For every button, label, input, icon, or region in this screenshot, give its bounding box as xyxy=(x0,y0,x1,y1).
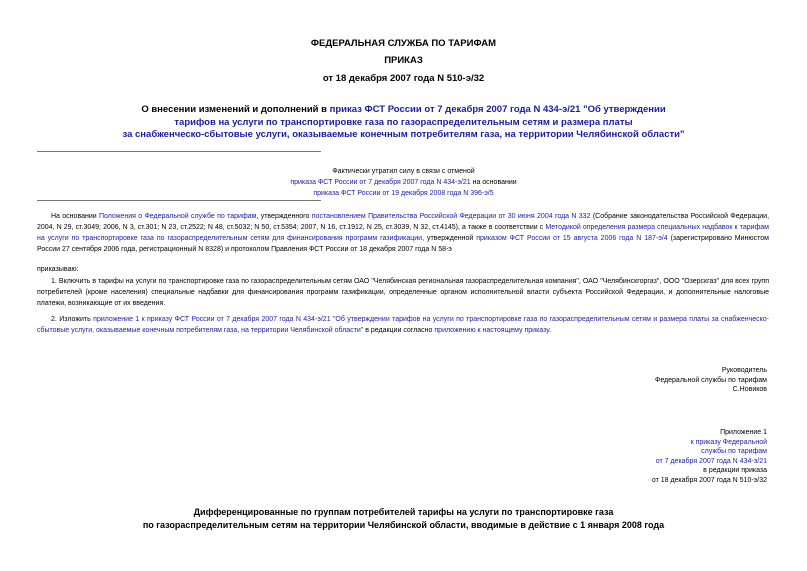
divider-top xyxy=(37,151,321,152)
tariff-table-title xyxy=(0,506,807,531)
divider-bottom xyxy=(37,200,321,201)
item-2-text: 2. Изложить xyxy=(51,316,94,323)
repealing-order-link[interactable]: приказа ФСТ России от 19 декабря 2008 года N 396-э/5 xyxy=(313,190,494,197)
tariff-title-line: по газораспределительным сетям на территории Челябинской области, вводимые в действие с 1 января 2008 года xyxy=(142,519,665,530)
appendix-link[interactable]: приложению к настоящему приказу xyxy=(434,327,550,334)
appendix-1-link[interactable]: приложение 1 к приказу ФСТ России от 7 декабря 2007 года N 434-э/21 "Об утверждении тарифов на услуги по транспортировке газа по газораспределительным сетям и размера платы за снабженческо-сбытовые услуги, оказываемые конечным потребителям газа, на территории Челябинской области" xyxy=(37,316,769,334)
fst-order-link[interactable]: приказом ФСТ России от 15 августа 2006 года N 187-э/4 xyxy=(476,235,668,242)
document-date: от 18 декабря 2007 года N 510-э/32 xyxy=(322,73,485,84)
basis-text: (Собрание законодательства Российской Федерации, 2004, N 29, ст.3049; 2006, N 3, ст.301; N 23, ст.2522; N 48, ст.5032; N 50, ст.5354; 2007, N 16, ст.1912, N 25, ст.3039, N 32, ст.4145), а также в соответствии с xyxy=(37,213,770,231)
title-link-line3[interactable]: за снабженческо-сбытовые услуги, оказываемые конечным потребителям газа, на территории Челябинской области" xyxy=(122,129,685,140)
signature-block xyxy=(655,366,767,395)
appendix-revision-date: от 18 декабря 2007 года N 510-э/32 xyxy=(651,476,767,484)
status-note-line: Фактически утратил силу в связи с отменой xyxy=(332,168,475,175)
title-prefix: О внесении изменений и дополнений в xyxy=(141,104,330,115)
government-decree-link[interactable]: постановлением Правительства Российской Федерации от 30 июня 2004 года N 332 xyxy=(311,213,591,220)
basis-text: (зарегистрировано Минюстом России 27 сентября 2006 года, регистрационный N 8328) и протоколом Правления ФСТ России от 18 декабря 2007 года N 58-э xyxy=(37,235,769,253)
status-note xyxy=(0,166,807,199)
basis-paragraph xyxy=(37,211,769,255)
appendix-label: Приложение 1 xyxy=(720,429,767,436)
repealed-order-link[interactable]: приказа ФСТ России от 7 декабря 2007 года N 434-э/21 xyxy=(290,179,471,186)
document-type: ПРИКАЗ xyxy=(384,55,423,66)
tariff-title-line: Дифференцированные по группам потребителей тарифы на услуги по транспортировке газа xyxy=(193,507,614,517)
signature-role: Федеральной службы по тарифам xyxy=(655,376,767,384)
item-2-text: . xyxy=(549,327,552,334)
agency-name: ФЕДЕРАЛЬНАЯ СЛУЖБА ПО ТАРИФАМ xyxy=(310,38,497,49)
appendix-block xyxy=(652,428,767,486)
status-note-basis: на основании xyxy=(470,179,517,186)
basis-text: , утвержденной xyxy=(422,235,477,242)
order-word: приказываю: xyxy=(37,266,79,273)
document-title xyxy=(0,104,807,142)
appendix-order-link[interactable]: от 7 декабря 2007 года N 434-э/21 xyxy=(655,457,767,465)
basis-text: На основании xyxy=(51,213,99,220)
appendix-order-link[interactable]: службы по тарифам xyxy=(701,448,767,456)
signature-role: Руководитель xyxy=(721,367,767,374)
item-2-text: в редакции согласно xyxy=(363,327,435,334)
regulation-link[interactable]: Положения о Федеральной службе по тарифам xyxy=(99,213,257,220)
item-1: 1. Включить в тарифы на услуги по транспортировке газа по газораспределительным сетям ОАО "Челябинская региональная газораспределительная компания", ОАО "Челябинскгоргаз", ООО "Озерскгаз" для всех групп потребителей (кроме населения) специальные надбавки для финансирования программ газификации, определенные органом исполнительной власти субъекта Российской Федерации, и дополнительные налоговые платежи, возникающие от их введения. xyxy=(37,278,769,307)
item-2 xyxy=(37,314,769,336)
methodology-link[interactable]: Методикой определения размера специальных надбавок к тарифам на услуги по транспортировке газа по газораспределительным сетям для финансирования программ газификации xyxy=(37,224,769,242)
title-link-line2[interactable]: тарифов на услуги по транспортировке газа по газораспределительным сетям и размера платы xyxy=(174,116,633,128)
signature-name: С.Новиков xyxy=(732,386,767,394)
title-link[interactable]: приказ ФСТ России от 7 декабря 2007 года N 434-э/21 "Об утверждении xyxy=(329,104,666,115)
basis-text: , утвержденного xyxy=(256,213,312,220)
appendix-revision: в редакции приказа xyxy=(703,467,767,475)
appendix-order-link[interactable]: к приказу Федеральной xyxy=(690,438,767,446)
